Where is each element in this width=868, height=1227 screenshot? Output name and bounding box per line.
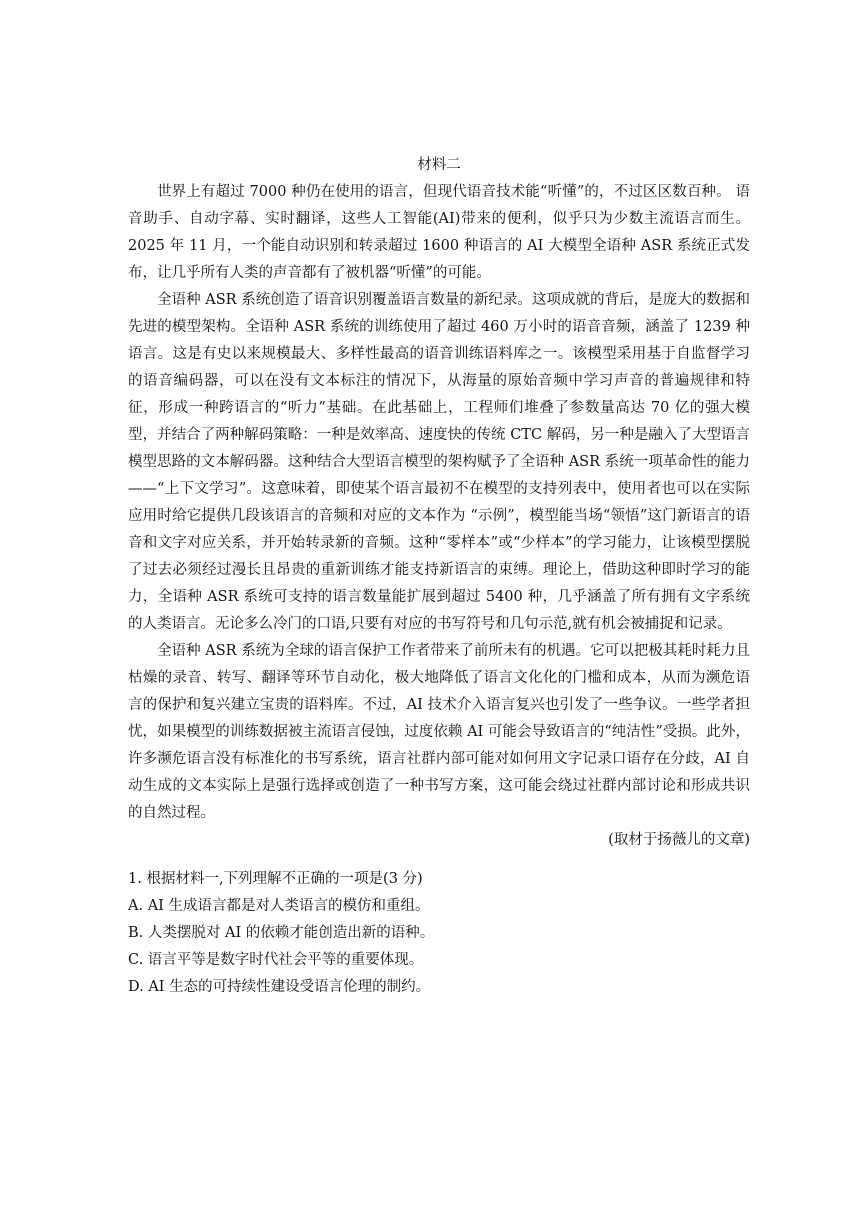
option-b: B. 人类摆脱对 AI 的依赖才能创造出新的语种。	[128, 925, 435, 941]
question-block	[128, 866, 750, 1001]
question-stem: 1. 根据材料一,下列理解不正确的一项是(3 分)	[128, 871, 423, 887]
source-citation: (取材于扬薇儿的文章)	[608, 832, 750, 848]
document-body	[128, 152, 750, 1001]
material-title: 材料二	[417, 157, 461, 173]
option-a: A. AI 生成语言都是对人类语言的模仿和重组。	[128, 898, 430, 914]
option-d: D. AI 生态的可持续性建设受语言伦理的制约。	[128, 979, 431, 995]
paragraph-3: 全语种 ASR 系统为全球的语言保护工作者带来了前所未有的机遇。它可以把极其耗时耗力且枯燥的录音、转写、翻译等环节自动化，极大地降低了语言文化化的门槛和成本，从而为濒危语言的保护和复兴建立宝贵的语料库。不过，AI 技术介入语言复兴也引发了一些争议。一些学者担忧，如果模型的训练数据被主流语言侵蚀，过度依赖 AI 可能会导致语言的“纯洁性”受损。此外，许多濒危语言没有标准化的书写系统，语言社群内部可能对如何用文字记录口语存在分歧，AI 自动生成的文本实际上是强行选择或创造了一种书写方案，这可能会绕过社群内部讨论和形成共识的自然过程。	[128, 643, 750, 821]
paragraph-1: 世界上有超过 7000 种仍在使用的语言，但现代语音技术能“听懂”的，不过区区数百种。 语音助手、自动字幕、实时翻译，这些人工智能(AI)带来的便利，似乎只为少数主流语言而生。2025 年 11 月，一个能自动识别和转录超过 1600 种语言的 AI 大模型全语种 ASR 系统正式发布，让几乎所有人类的声音都有了被机器“听懂”的可能。	[128, 184, 750, 281]
paragraph-2: 全语种 ASR 系统创造了语音识别覆盖语言数量的新纪录。这项成就的背后，是庞大的数据和先进的模型架构。全语种 ASR 系统的训练使用了超过 460 万小时的语音音频，涵盖了 1239 种语言。这是有史以来规模最大、多样性最高的语音训练语料库之一。该模型采用基于自监督学习的语音编码器，可以在没有文本标注的情况下，从海量的原始音频中学习声音的普遍规律和特征，形成一种跨语言的“听力”基础。在此基础上，工程师们堆叠了参数量高达 70 亿的强大模型，并结合了两种解码策略：一种是效率高、速度快的传统 CTC 解码，另一种是融入了大型语言模型思路的文本解码器。这种结合大型语言模型的架构赋予了全语种 ASR 系统一项革命性的能力——“上下文学习”。这意味着，即使某个语言最初不在模型的支持列表中，使用者也可以在实际应用时给它提供几段该语言的音频和对应的文本作为 “示例”，模型能当场“领悟”这门新语言的语音和文字对应关系，并开始转录新的音频。这种“零样本”或“少样本”的学习能力，让该模型摆脱了过去必须经过漫长且昂贵的重新训练才能支持新语言的束缚。理论上，借助这种即时学习的能力，全语种 ASR 系统可支持的语言数量能扩展到超过 5400 种，几乎涵盖了所有拥有文字系统的人类语言。无论多么冷门的口语,只要有对应的书写符号和几句示范,就有机会被捕捉和记录。	[128, 292, 750, 632]
option-c: C. 语言平等是数字时代社会平等的重要体现。	[128, 952, 424, 968]
